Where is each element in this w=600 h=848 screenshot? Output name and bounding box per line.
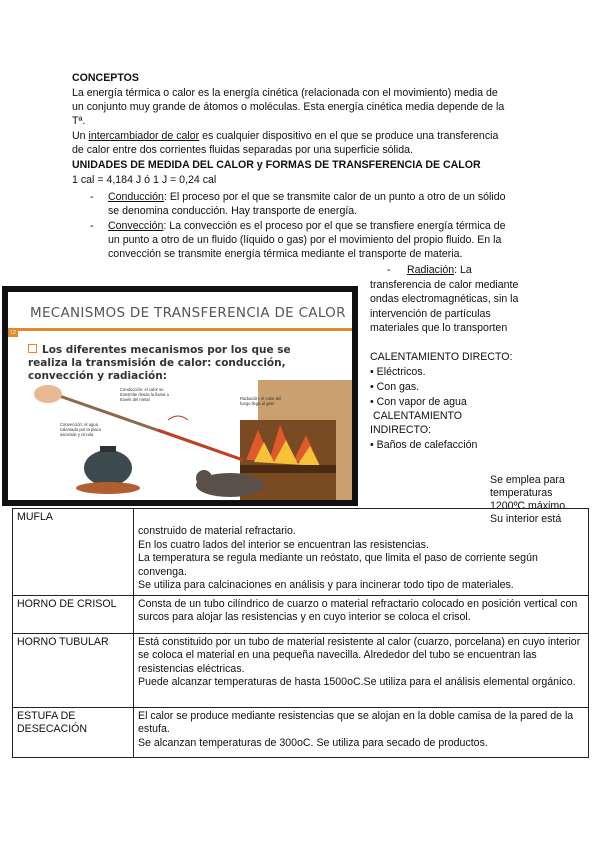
hot-rod	[158, 430, 243, 460]
dash-conduccion: -	[90, 191, 94, 203]
para2-pre: Un	[72, 130, 89, 142]
row-name: HORNO TUBULAR	[13, 633, 134, 707]
equipment-table	[12, 508, 589, 758]
heading-unidades: UNIDADES DE MEDIDA DEL CALOR y FORMAS DE TRANSFERENCIA DE CALOR	[72, 159, 481, 171]
radiacion-line5: materiales que lo transporten	[370, 322, 508, 334]
calentamiento-banos: • Baños de calefacción	[370, 439, 478, 451]
label-radiacion: Radiación: el calor del fuego llega al gato	[240, 396, 282, 406]
desc-line: La temperatura se regula mediante un reóstato, que limita el paso de corriente según convenga.	[138, 552, 538, 578]
calentamiento-electricos: • Eléctricos.	[370, 366, 426, 378]
cat-head	[196, 470, 212, 486]
heat-transfer-illustration	[8, 380, 352, 500]
side-note-line2: temperaturas	[490, 487, 553, 499]
kettle-lid	[100, 446, 116, 452]
radiacion-first: : La	[454, 264, 472, 276]
conveccion-term: Convección	[108, 220, 164, 232]
radiation-arrow	[168, 416, 188, 420]
radiacion-term: Radiación	[407, 264, 455, 276]
heading-conceptos: CONCEPTOS	[72, 72, 139, 84]
hand-shape	[34, 385, 62, 403]
conveccion-line3: convección se transmite energía térmica mediante el transporte de materia.	[108, 248, 463, 260]
desc-line: Se utiliza para calcinaciones en análisis y para incinerar todo tipo de materiales.	[138, 579, 514, 591]
para1-line1: La energía térmica o calor es la energía cinética (relacionada con el movimiento) media de	[72, 87, 498, 99]
desc-line: Puede alcanzar temperaturas de hasta 1500oC.Se utiliza para el análisis elemental orgánico.	[138, 676, 576, 688]
radiacion-line3: ondas electromagnéticas, sin la	[370, 293, 519, 305]
radiacion-line2: transferencia de calor mediante	[370, 279, 519, 291]
table-row	[13, 707, 589, 757]
desc-line: Consta de un tubo cilíndrico de cuarzo o material refractario colocado en posición vertical con surcos para alojar las resistencias y en cuyo interior se coloca el crisol.	[138, 597, 578, 623]
conduccion-term: Conducción	[108, 191, 164, 203]
row-name: HORNO DE CRISOL	[13, 595, 134, 633]
para2-line1	[72, 129, 498, 144]
dash-radiacion: -	[387, 264, 391, 276]
intercambiador-link: intercambiador de calor	[88, 130, 200, 142]
side-note-line3: 1200ºC máximo.	[490, 500, 569, 512]
desc-line: En los cuatro lados del interior se encuentran las resistencias.	[138, 538, 429, 551]
conveccion-text: : La convección es el proceso por el que se transfiere energía térmica de	[163, 220, 506, 232]
logs-shape	[240, 465, 336, 473]
radiacion-line1	[407, 263, 472, 278]
dash-conveccion: -	[90, 220, 94, 232]
calentamiento-indirecto-1: CALENTAMIENTO	[370, 410, 463, 422]
slide-title-bar	[8, 328, 352, 331]
table-row	[13, 595, 589, 633]
calentamiento-vapor: • Con vapor de agua	[370, 396, 467, 408]
slide-bullet-text: Los diferentes mecanismos por los que se realiza la transmisión de calor: conducción, convección y radiación:	[28, 344, 291, 382]
para2-post: es cualquier dispositivo en el que se produce una transferencia	[199, 130, 499, 142]
slide-bullet-box	[28, 344, 37, 353]
slide-bullet	[28, 344, 328, 383]
table-row	[13, 633, 589, 707]
slide-inner	[8, 292, 352, 500]
slide-number: 12	[8, 329, 18, 337]
kettle-shape	[84, 450, 132, 486]
table-row	[13, 509, 589, 596]
row-desc	[134, 633, 589, 707]
desc-line: Está constituido por un tubo de material resistente al calor (cuarzo, porcelana) en cuyo interior se coloca el material en una pequeña navecilla. Alrededor del tubo se encuentran las resistencias eléctricas.	[138, 635, 581, 675]
row-desc	[134, 595, 589, 633]
para2-line2: de calor entre dos corrientes fluidas separadas por una superficie sólida.	[72, 144, 413, 156]
conduccion-text: : El proceso por el que se transmite calor de un punto a otro de un sólido	[163, 191, 506, 203]
slide-title: MECANISMOS DE TRANSFERENCIA DE CALOR	[30, 305, 346, 321]
radiacion-line4: intervención de partículas	[370, 308, 491, 320]
label-conveccion: Convección: el agua calentada por la placa asciende y circula	[60, 422, 101, 437]
row-name: ESTUFA DE DESECACIÓN	[13, 707, 134, 757]
conduccion-line1	[108, 190, 506, 205]
conveccion-line2: un punto a otro de un fluido (líquido o gas) por el movimiento del propio fluido. En la	[108, 234, 502, 246]
conveccion-line1	[108, 219, 506, 234]
conduccion-line2: se denomina conducción. Hay transporte de energía.	[108, 205, 358, 217]
units-line: 1 cal = 4,184 J ó 1 J = 0,24 cal	[72, 174, 217, 186]
label-conduccion: Conducción: el calor se transmite desde la llama a través del metal	[120, 387, 169, 402]
row-name: MUFLA	[13, 509, 134, 596]
slide-image	[2, 286, 358, 506]
calentamiento-directo: CALENTAMIENTO DIRECTO:	[370, 351, 513, 363]
desc-line: El calor se produce mediante resistencias que se alojan en la doble camisa de la pared de la estufa.	[138, 709, 574, 735]
desc-line: construido de material refractario.	[138, 525, 296, 537]
side-note-line1: Se emplea para	[490, 474, 565, 486]
row-desc	[134, 509, 589, 596]
para1-line2: un conjunto muy grande de átomos o moléculas. Esta energía cinética media depende de la	[72, 101, 505, 113]
para1-line3: Tª.	[72, 115, 86, 127]
row-desc	[134, 707, 589, 757]
calentamiento-gas: • Con gas.	[370, 381, 420, 393]
calentamiento-indirecto-2: INDIRECTO:	[370, 424, 432, 436]
side-note-line4: Su interior está	[490, 513, 562, 525]
stove-plate	[76, 482, 140, 494]
desc-line: Se alcanzan temperaturas de 300oC. Se utiliza para secado de productos.	[138, 736, 488, 749]
